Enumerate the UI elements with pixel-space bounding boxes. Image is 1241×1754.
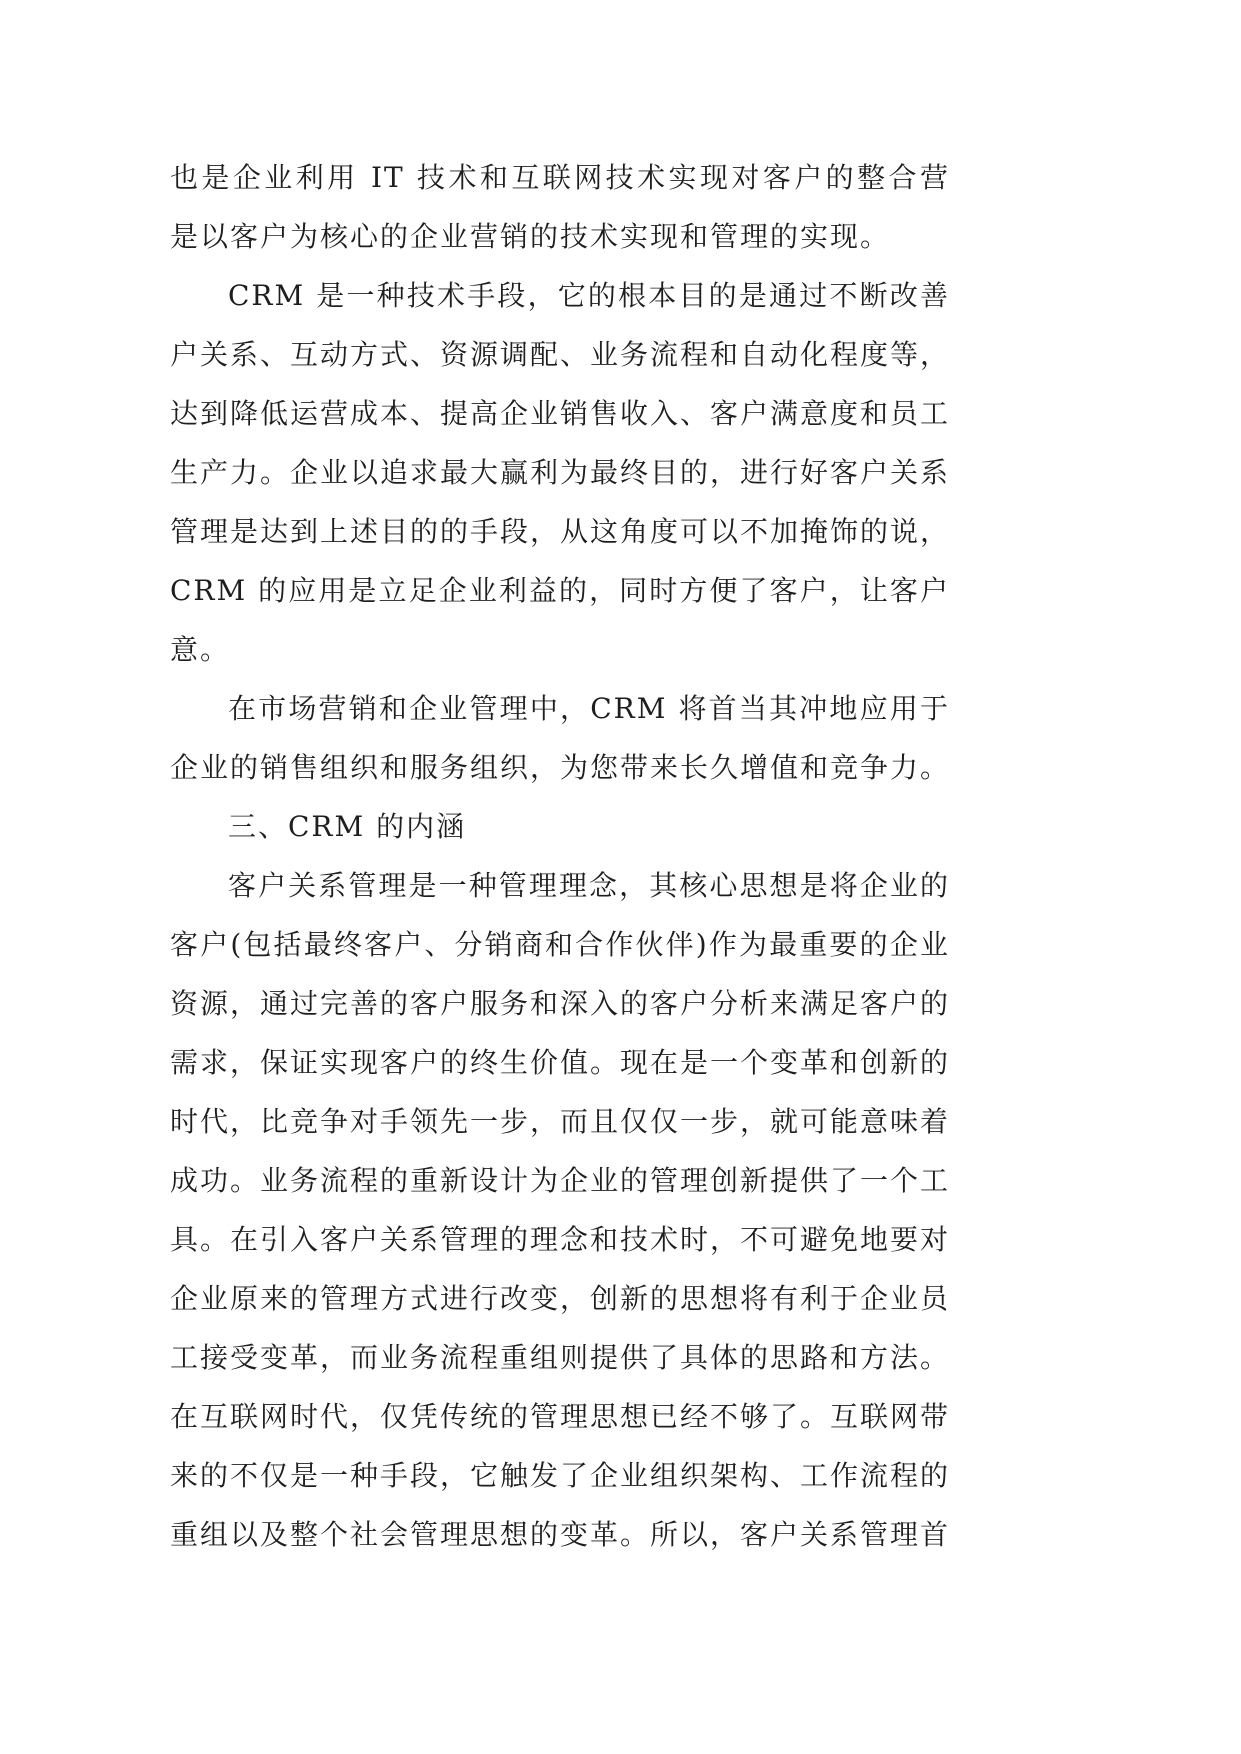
text-line: 也是企业利用 IT 技术和互联网技术实现对客户的整合营: [170, 161, 950, 194]
text-line: 生产力。企业以追求最大赢利为最终目的，进行好客户关系: [170, 456, 950, 489]
paragraph-crm-purpose: [170, 266, 950, 679]
text-line: 达到降低运营成本、提高企业销售收入、客户满意度和员工: [170, 397, 950, 430]
text-line: 具。在引入客户关系管理的理念和技术时，不可避免地要对: [170, 1223, 950, 1256]
text-line: 在互联网时代，仅凭传统的管理思想已经不够了。互联网带: [170, 1400, 950, 1433]
text-line: 需求，保证实现客户的终生价值。现在是一个变革和创新的: [170, 1046, 950, 1079]
text-line: 工接受变革，而业务流程重组则提供了具体的思路和方法。: [170, 1341, 950, 1374]
heading-text: 三、CRM 的内涵: [228, 810, 467, 843]
text-line: CRM 的应用是立足企业利益的，同时方便了客户，让客户: [170, 574, 950, 607]
text-line: 时代，比竞争对手领先一步，而且仅仅一步，就可能意味着: [170, 1105, 950, 1138]
text-line: 在市场营销和企业管理中，CRM 将首当其冲地应用于: [228, 692, 950, 725]
text-line: 客户关系管理是一种管理理念，其核心思想是将企业的: [228, 869, 950, 902]
paragraph-crm-connotation: [170, 856, 950, 1564]
text-line: 意。: [170, 633, 231, 666]
text-line: 成功。业务流程的重新设计为企业的管理创新提供了一个工: [170, 1164, 950, 1197]
text-line: 户关系、互动方式、资源调配、业务流程和自动化程度等，: [170, 338, 950, 371]
text-line: 企业原来的管理方式进行改变，创新的思想将有利于企业员: [170, 1282, 950, 1315]
text-line: 企业的销售组织和服务组织，为您带来长久增值和竞争力。: [170, 751, 950, 784]
text-line: 是以客户为核心的企业营销的技术实现和管理的实现。: [170, 220, 891, 253]
text-line: 重组以及整个社会管理思想的变革。所以，客户关系管理首: [170, 1518, 950, 1551]
text-line: 管理是达到上述目的的手段，从这角度可以不加掩饰的说，: [170, 515, 950, 548]
document-body: [170, 148, 950, 1564]
paragraph-continuation: [170, 148, 950, 266]
text-line: 资源，通过完善的客户服务和深入的客户分析来满足客户的: [170, 987, 950, 1020]
text-line: 客户(包括最终客户、分销商和合作伙伴)作为最重要的企业: [170, 928, 950, 961]
section-heading: [170, 797, 950, 856]
paragraph-crm-application: [170, 679, 950, 797]
text-line: CRM 是一种技术手段，它的根本目的是通过不断改善: [228, 279, 950, 312]
text-line: 来的不仅是一种手段，它触发了企业组织架构、工作流程的: [170, 1459, 950, 1492]
